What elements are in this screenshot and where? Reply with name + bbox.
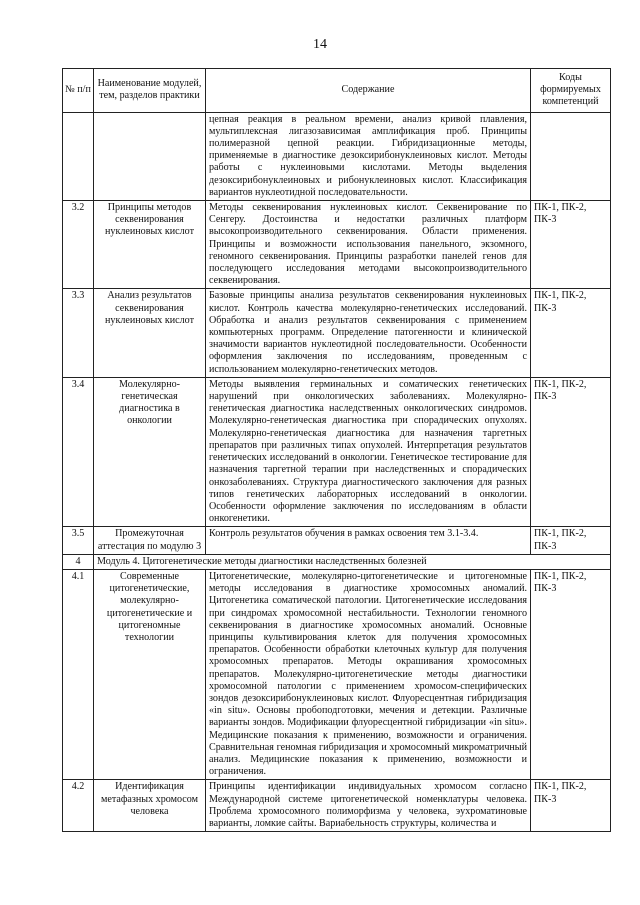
row-codes: ПК-1, ПК-2, ПК-3 [531,377,611,526]
row-name: Молекулярно-генетическая диагностика в онкологии [94,377,206,526]
row-num [63,112,94,200]
module-title: Модуль 4. Цитогенетические методы диагностики наследственных болезней [94,554,611,569]
table-row [63,289,611,377]
row-content: цепная реакция в реальном времени, анализ кривой плавления, мультиплексная лигазозависимая амплификация проб. Принципы полимеразной цепной реакции. Гибридизационные методы, применяемые в диагностике дезоксирибонуклеиновых кислот. Методы работы с нуклеиновыми кислотами. Методы выделения дезоксирибонуклеиновых и рибонуклеиновых кислот. Классификация вариантов нуклеотидной последовательности. [206,112,531,200]
row-content: Цитогенетические, молекулярно-цитогенетические и цитогеномные методы исследования в диагностике хромосомных аномалий. Цитогенетика соматической патологии. Цитогенетические исследования при синдромах хромосомной нестабильности. Технологии геномного секвенирования в диагностике хромосомных аномалий. Основные принципы культивирования клеток для получения хромосомных препаратов. Особенности обработки клеточных культур для получения хромосомных препаратов. Методы окрашивания хромосомных препаратов. Молекулярно-цитогенетические методы диагностики хромосомной патологии с применением хромосом-специфических зондов дезоксирибонуклеиновых кислот. Флуоресцентная гибридизация «in situ». Основы пробоподготовки, мечения и детекции. Различные варианты зондов. Модификации флуоресцентной гибридизации «in situ». Медицинские показания к применению, возможности и ограничения. Сравнительная геномная гибридизация и хромосомный микроматричный анализ. Медицинские показания к применению, возможности и ограничения. [206,569,531,779]
row-name [94,112,206,200]
row-num: 3.5 [63,527,94,554]
row-content: Контроль результатов обучения в рамках освоения тем 3.1-3.4. [206,527,531,554]
row-codes: ПК-1, ПК-2, ПК-3 [531,201,611,289]
row-name: Принципы методов секвенирования нуклеиновых кислот [94,201,206,289]
table-header-row [63,69,611,113]
row-codes: ПК-1, ПК-2, ПК-3 [531,527,611,554]
row-num: 4.1 [63,569,94,779]
module-header-row [63,554,611,569]
curriculum-table [62,68,611,832]
row-content: Базовые принципы анализа результатов секвенирования нуклеиновых кислот. Контроль качества молекулярно-генетических исследований. Обработка и анализ результатов секвенирования с применением компьютерных программ. Определение патогенности и клинической значимости вариантов нуклеотидной последовательности. Особенности оформления заключения по исследованиям, проведенным с использованием молекулярно-генетических методов. [206,289,531,377]
module-num: 4 [63,554,94,569]
table-row [63,780,611,832]
table-row [63,112,611,200]
row-content: Методы секвенирования нуклеиновых кислот. Секвенирование по Сенгеру. Достоинства и недостатки различных платформ высокопроизводительного секвенирования. Области применения. Принципы и возможности использования панельного, экзомного, геномного секвенирования. Принципы разработки панелей генов для последующего исследования методами высокопроизводительного секвенирования. [206,201,531,289]
row-codes [531,112,611,200]
row-codes: ПК-1, ПК-2, ПК-3 [531,289,611,377]
row-name: Современные цитогенетические, молекулярно-цитогенетические и цитогеномные технологии [94,569,206,779]
header-codes: Коды формируемых компетенций [531,69,611,113]
row-codes: ПК-1, ПК-2, ПК-3 [531,780,611,832]
page-number: 14 [313,37,327,52]
row-num: 3.3 [63,289,94,377]
row-name: Промежуточная аттестация по модулю 3 [94,527,206,554]
table-row [63,201,611,289]
header-content: Содержание [206,69,531,113]
row-content: Методы выявления герминальных и соматических генетических нарушений при онкологических заболеваниях. Молекулярно-генетическая диагностика наследственных онкологических синдромов. Молекулярно-генетическая диагностика при спорадических опухолях. Молекулярно-генетическая диагностика для назначения таргетных препаратов при различных типах опухолей. Интерпретация результатов генетических исследований в онкологии. Генетическое тестирование для назначения таргетной терапии при наследственных и спорадических онкозаболеваниях. Структура диагностического заключения для разных типов генетических лабораторных исследований в онкологии. Особенности оформление заключения по исследованиям в области онкогенетики. [206,377,531,526]
row-codes: ПК-1, ПК-2, ПК-3 [531,569,611,779]
row-num: 3.4 [63,377,94,526]
header-num: № п/п [63,69,94,113]
header-name: Наименование модулей, тем, разделов практики [94,69,206,113]
table-row [63,527,611,554]
row-num: 4.2 [63,780,94,832]
table-row [63,569,611,779]
table-row [63,377,611,526]
row-name: Анализ результатов секвенирования нуклеиновых кислот [94,289,206,377]
row-num: 3.2 [63,201,94,289]
row-content: Принципы идентификации индивидуальных хромосом согласно Международной системе цитогенетической номенклатуры человека. Проблема хромосомного полиморфизма у человека, эухроматиновые варианты, ломкие сайты. Вариабельность структуры, количества и [206,780,531,832]
row-name: Идентификация метафазных хромосом человека [94,780,206,832]
